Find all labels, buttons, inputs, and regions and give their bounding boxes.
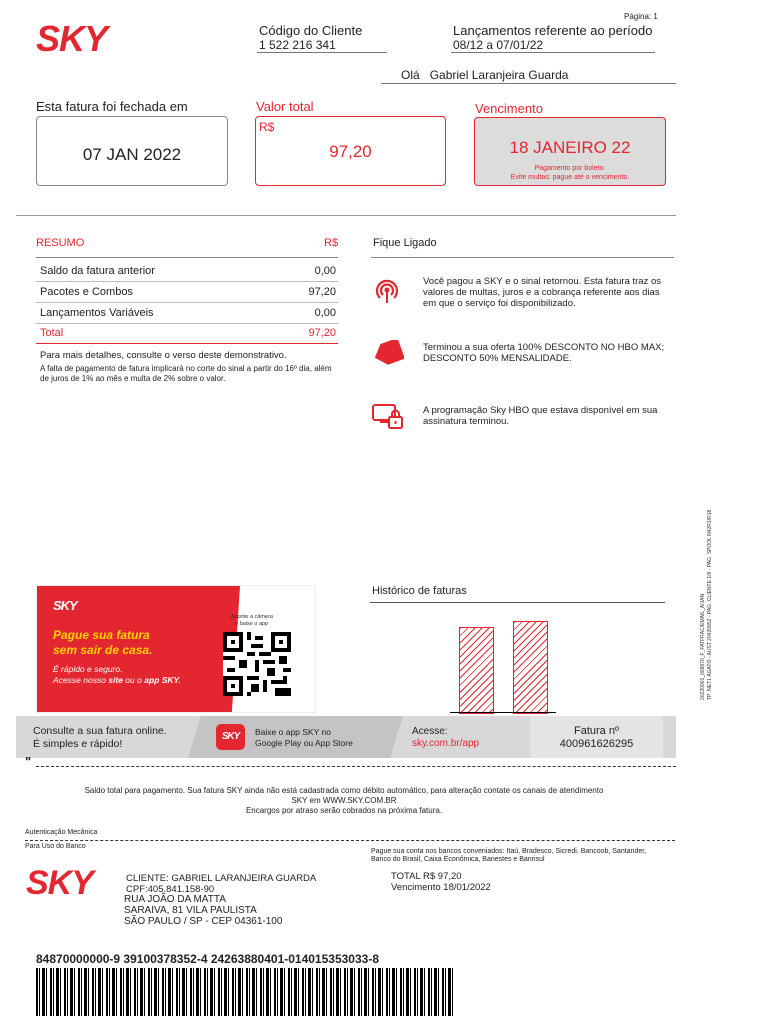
greeting xyxy=(401,68,568,82)
greeting-word: Olá xyxy=(401,68,420,82)
historico-title: Histórico de faturas xyxy=(372,585,467,597)
invoice-label: Fatura nº xyxy=(574,725,619,737)
promo-headline-2: sem sair de casa. xyxy=(53,643,153,657)
resumo-warning: A falta de pagamento de fatura implicará no corte do sinal a partir do 16º dia, além de juros de 1% ao mês e multa de 2% sobre o valor. xyxy=(40,364,332,383)
greeting-underline xyxy=(381,83,676,84)
app-text-2: Google Play ou App Store xyxy=(255,738,353,748)
promo-headline-1: Pague sua fatura xyxy=(53,628,150,642)
section-divider xyxy=(16,215,676,216)
consult-text-2: É simples e rápido! xyxy=(33,738,123,750)
boleto-cpf: CPF:405.841.158-90 xyxy=(126,884,215,895)
access-label: Acesse: xyxy=(412,726,448,737)
client-code-label: Código do Cliente xyxy=(259,23,363,38)
promo-sub-2 xyxy=(53,675,181,685)
resumo-row-label: Lançamentos Variáveis xyxy=(40,307,154,319)
history-bar xyxy=(513,621,548,714)
period-label: Lançamentos referente ao período xyxy=(453,23,653,38)
resumo-row-value: 97,20 xyxy=(308,286,336,298)
closed-date: 07 JAN 2022 xyxy=(82,145,182,164)
closed-date-box xyxy=(36,116,228,186)
consult-text-1: Consulte a sua fatura online. xyxy=(33,725,167,737)
boleto-district: SARAIVA, 81 VILA PAULISTA xyxy=(124,905,257,916)
history-baseline xyxy=(450,712,556,713)
resumo-currency: R$ xyxy=(324,237,339,249)
cut-mark: " xyxy=(25,754,32,769)
history-bar xyxy=(459,627,494,714)
promo-sub-2a: Acesse nosso xyxy=(53,675,109,685)
boleto-total: TOTAL R$ 97,20 xyxy=(391,871,462,882)
due-note-1: Pagamento por boleto. xyxy=(534,165,606,172)
boleto-message-2: SKY em WWW.SKY.COM.BR xyxy=(291,796,397,805)
resumo-row-line xyxy=(36,323,338,324)
boleto-city: SÃO PAULO / SP - CEP 04361-100 xyxy=(124,916,283,927)
due-note-2: Evite multas: pague até o vencimento. xyxy=(510,174,630,181)
app-text-1: Baixe o app SKY no xyxy=(255,727,331,737)
due-box xyxy=(474,117,666,186)
promo-logo: SKY xyxy=(53,598,77,613)
fique-item-text: Você pagou a SKY e o sinal retornou. Esta fatura traz os valores de multas, juros e a cobrança referente aos dias em que o serviço foi disponibilizado. xyxy=(423,276,662,309)
qr-code-icon[interactable] xyxy=(223,632,291,696)
total-box xyxy=(255,116,446,186)
resumo-head-line xyxy=(36,257,338,258)
resumo-note: Para mais detalhes, consulte o verso deste demonstrativo. xyxy=(40,350,287,361)
qr-caption-1: Aponte a câmera xyxy=(231,614,273,620)
side-code-1: 20220001_008870_F_FATFRAC/EMAIL_A/JAN xyxy=(700,593,706,700)
resumo-row-line xyxy=(36,281,338,282)
period-underline xyxy=(451,52,655,53)
resumo-row-label: Pacotes e Combos xyxy=(40,286,133,298)
period-value: 08/12 a 07/01/22 xyxy=(453,38,544,52)
promo-banner xyxy=(36,585,316,713)
resumo-title: RESUMO xyxy=(36,237,85,249)
page-number: Página: 1 xyxy=(624,12,658,21)
boleto-street: RUA JOÃO DA MATTA xyxy=(124,894,226,905)
tag-icon xyxy=(372,340,404,366)
side-print-codes xyxy=(700,500,713,700)
banks-list: Pague sua conta nos bancos conveniados: Itaú, Bradesco, Sicredi, Bancoob, Santander, Banco do Brasil, Caixa Econômica, Banestes e Banrisul xyxy=(371,848,647,863)
auth-dashed-line xyxy=(25,840,675,841)
barcode xyxy=(36,968,456,1016)
barcode-number: 84870000000-9 39100378352-4 24263880401-014015353033-8 xyxy=(36,952,379,966)
side-code-2: TP: NET1 ÁGATO - AUST 20420852 - PAG. CLIENTE 1/8 - PAG. SPOOL N42R1/R18 xyxy=(707,509,713,700)
historico-line xyxy=(370,602,665,603)
signal-icon xyxy=(372,276,402,306)
closed-label: Esta fatura foi fechada em xyxy=(36,99,188,114)
bank-use-label: Para Uso do Banco xyxy=(25,843,86,850)
total-label: Valor total xyxy=(256,99,314,114)
resumo-total-value: 97,20 xyxy=(308,327,336,339)
boleto-sky-logo: SKY xyxy=(26,864,93,902)
resumo-total-label: Total xyxy=(40,327,64,339)
promo-sub-2b: site xyxy=(108,675,123,685)
fique-item-text: Terminou a sua oferta 100% DESCONTO NO HBO MAX; DESCONTO 50% MENSALIDADE. xyxy=(423,342,665,364)
total-value: 97,20 xyxy=(329,142,372,161)
client-code: 1 522 216 341 xyxy=(259,38,336,52)
fique-ligado-line xyxy=(371,257,674,258)
resumo-row-value: 0,00 xyxy=(314,307,336,319)
boleto-due: Vencimento 18/01/2022 xyxy=(391,882,491,893)
client-code-underline xyxy=(257,52,387,53)
resumo-row-label: Saldo da fatura anterior xyxy=(40,265,155,277)
due-date: 18 JANEIRO 22 xyxy=(509,138,631,157)
mechanical-auth-label: Autenticação Mecânica xyxy=(25,829,98,836)
promo-sub-2d: app SKY. xyxy=(144,675,181,685)
resumo-row-value: 0,00 xyxy=(314,265,336,277)
cut-line xyxy=(36,766,676,767)
boleto-client: CLIENTE: GABRIEL LARANJEIRA GUARDA xyxy=(126,873,317,884)
sky-logo: SKY xyxy=(36,18,108,59)
resumo-total-line xyxy=(36,343,338,344)
sky-app-badge[interactable]: SKY xyxy=(216,724,245,750)
qr-caption-2: e baixe o app xyxy=(235,621,269,627)
resumo-row-line xyxy=(36,302,338,303)
access-url[interactable]: sky.com.br/app xyxy=(412,738,480,749)
due-label: Vencimento xyxy=(475,101,543,116)
invoice-number: 400961626295 xyxy=(559,738,634,750)
boleto-message-1: Saldo total para pagamento. Sua fatura SKY ainda não está cadastrada como débito automático, para alteração contate os canais de atendimento xyxy=(84,786,604,795)
total-currency: R$ xyxy=(259,120,275,134)
customer-name: Gabriel Laranjeira Guarda xyxy=(429,68,569,82)
promo-sub-2c: ou o xyxy=(122,675,145,685)
screen-lock-icon xyxy=(372,403,404,431)
boleto-message-3: Encargos por atraso serão cobrados na próxima fatura. xyxy=(245,806,443,815)
fique-ligado-title: Fique Ligado xyxy=(373,237,437,249)
promo-sub-1: É rápido e seguro. xyxy=(53,664,123,674)
fique-item-text: A programação Sky HBO que estava disponível em sua assinatura terminou. xyxy=(423,405,658,427)
invoice-box xyxy=(530,716,663,758)
